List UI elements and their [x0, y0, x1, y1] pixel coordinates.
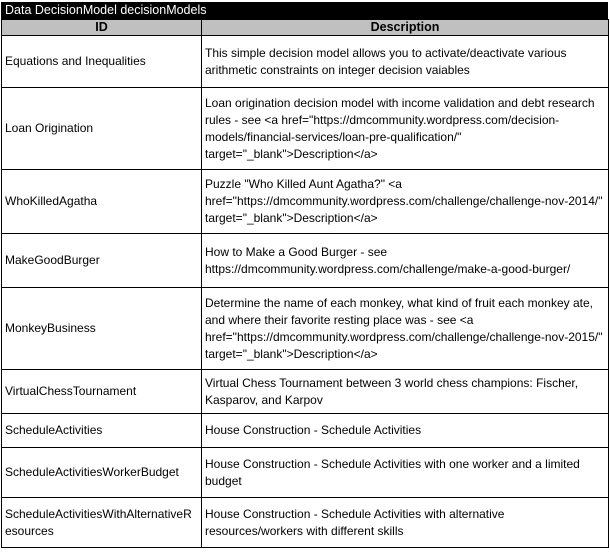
row-id-cell: ScheduleActivitiesWithAlternativeResources: [2, 498, 202, 548]
table-row: [2, 170, 609, 234]
decision-models-table: [1, 19, 609, 548]
row-description-cell: House Construction - Schedule Activities with one worker and a limited budget: [202, 448, 609, 498]
row-id-cell: Equations and Inequalities: [2, 36, 202, 88]
row-id-cell: MakeGoodBurger: [2, 234, 202, 288]
row-description-cell: Loan origination decision model with income validation and debt research rules - see <a href="https://dmcommunity.wordpress.com/decision-models/financial-services/loan-pre-qualification/" target="_blank">Description</a>: [202, 88, 609, 170]
row-description-cell: Determine the name of each monkey, what kind of fruit each monkey ate, and where their favorite resting place was - see <a href="https://dmcommunity.wordpress.com/challenge/challenge-nov-2015/" target="_blank">Description</a>: [202, 288, 609, 370]
table-row: [2, 448, 609, 498]
table-row: [2, 36, 609, 88]
row-id-cell: ScheduleActivities: [2, 414, 202, 448]
column-header-description: Description: [202, 20, 609, 36]
table-row: [2, 498, 609, 548]
row-id-cell: Loan Origination: [2, 88, 202, 170]
header-row: [2, 20, 609, 36]
row-id-cell: ScheduleActivitiesWorkerBudget: [2, 448, 202, 498]
row-id-cell: WhoKilledAgatha: [2, 170, 202, 234]
table-title: Data DecisionModel decisionModels: [1, 2, 608, 19]
table-row: [2, 288, 609, 370]
decision-models-sheet: [1, 2, 608, 548]
column-header-id: ID: [2, 20, 202, 36]
table-row: [2, 414, 609, 448]
row-description-cell: Puzzle "Who Killed Aunt Agatha?" <a href="https://dmcommunity.wordpress.com/challenge/challenge-nov-2014/" target="_blank">Description</a>: [202, 170, 609, 234]
table-row: [2, 88, 609, 170]
row-id-cell: VirtualChessTournament: [2, 370, 202, 414]
row-description-cell: Virtual Chess Tournament between 3 world chess champions: Fischer, Kasparov, and Karpov: [202, 370, 609, 414]
row-description-cell: House Construction - Schedule Activities with alternative resources/workers with different skills: [202, 498, 609, 548]
row-id-cell: MonkeyBusiness: [2, 288, 202, 370]
row-description-cell: House Construction - Schedule Activities: [202, 414, 609, 448]
table-row: [2, 370, 609, 414]
row-description-cell: How to Make a Good Burger - see https://dmcommunity.wordpress.com/challenge/make-a-good-burger/: [202, 234, 609, 288]
table-row: [2, 234, 609, 288]
row-description-cell: This simple decision model allows you to activate/deactivate various arithmetic constraints on integer decision vaiables: [202, 36, 609, 88]
